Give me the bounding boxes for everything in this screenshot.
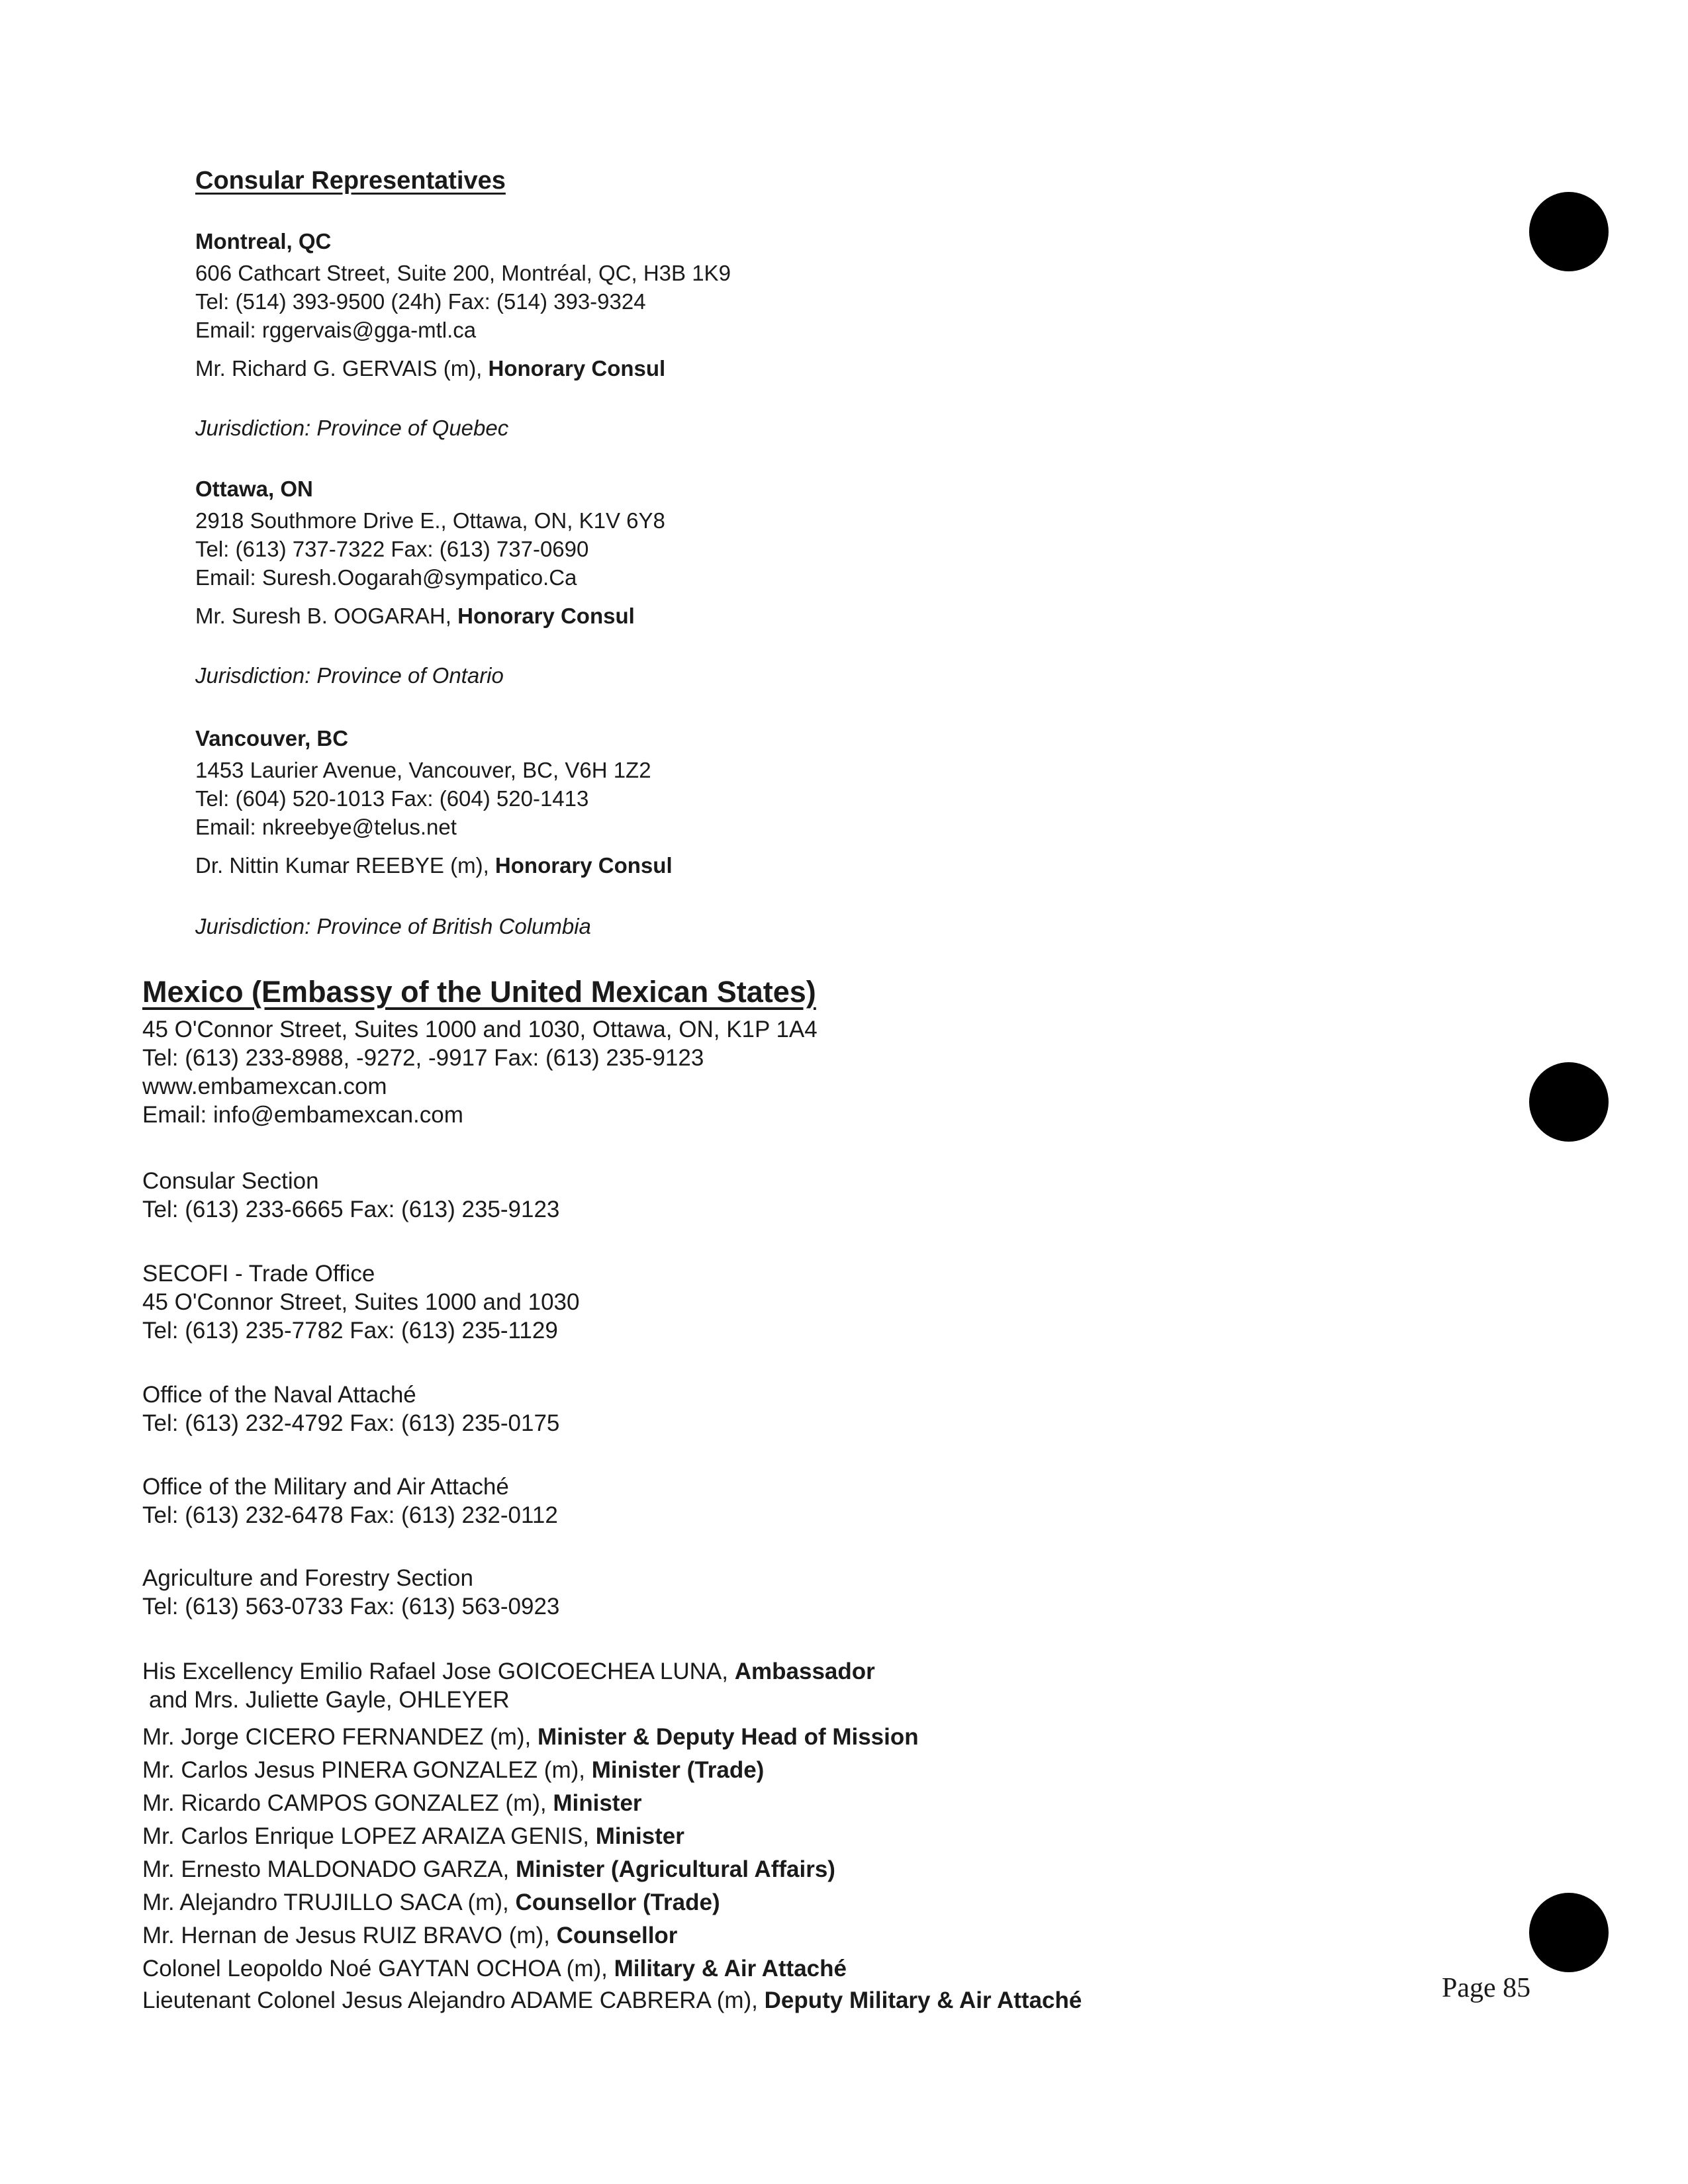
staff-title: Counsellor (Trade) (515, 1889, 720, 1915)
contact-title: Honorary Consul (457, 604, 635, 628)
staff-name: Mr. Ricardo CAMPOS GONZALEZ (m), (142, 1790, 547, 1816)
staff-member (142, 1790, 642, 1817)
section-name: SECOFI - Trade Office (142, 1261, 375, 1287)
office-email: Email: Suresh.Oogarah@sympatico.Ca (195, 565, 577, 590)
embassy-website: www.embamexcan.com (142, 1073, 387, 1099)
staff-title: Minister & Deputy Head of Mission (538, 1724, 919, 1750)
contact-name: Dr. Nittin Kumar REEBYE (m), (195, 853, 489, 878)
staff-member (142, 1987, 1082, 2014)
ambassador-spouse: and Mrs. Juliette Gayle, OHLEYER (149, 1687, 510, 1713)
contact-name: Mr. Richard G. GERVAIS (m), (195, 356, 483, 381)
embassy-email: Email: info@embamexcan.com (142, 1102, 463, 1128)
staff-title: Minister (595, 1823, 684, 1849)
page-number: Page 85 (1442, 1973, 1531, 2003)
punch-hole-top (1529, 192, 1609, 271)
staff-name: Colonel Leopoldo Noé GAYTAN OCHOA (m), (142, 1956, 608, 1981)
staff-member (142, 1823, 684, 1850)
staff-member (142, 1956, 847, 1982)
office-address: 1453 Laurier Avenue, Vancouver, BC, V6H 1Z2 (195, 758, 651, 782)
staff-title: Minister (Trade) (591, 1757, 765, 1783)
embassy-address: 45 O'Connor Street, Suites 1000 and 1030, Ottawa, ON, K1P 1A4 (142, 1017, 818, 1042)
section-line: Tel: (613) 563-0733 Fax: (613) 563-0923 (142, 1594, 560, 1619)
office-tel: Tel: (514) 393-9500 (24h) Fax: (514) 393-9324 (195, 289, 646, 314)
office-jurisdiction: Jurisdiction: Province of British Columbia (195, 914, 591, 938)
section-line: Tel: (613) 235-7782 Fax: (613) 235-1129 (142, 1318, 558, 1343)
section-line: Tel: (613) 232-6478 Fax: (613) 232-0112 (142, 1502, 558, 1528)
office-address: 606 Cathcart Street, Suite 200, Montréal, QC, H3B 1K9 (195, 261, 731, 285)
embassy-heading: Mexico (Embassy of the United Mexican States) (142, 975, 816, 1009)
staff-member (142, 1889, 720, 1916)
office-contact (195, 853, 673, 878)
office-city: Montreal, QC (195, 229, 332, 253)
staff-title: Minister (Agricultural Affairs) (516, 1856, 835, 1882)
section-name: Office of the Naval Attaché (142, 1382, 416, 1408)
office-address: 2918 Southmore Drive E., Ottawa, ON, K1V 6Y8 (195, 508, 665, 533)
staff-name: Mr. Jorge CICERO FERNANDEZ (m), (142, 1724, 532, 1750)
office-jurisdiction: Jurisdiction: Province of Ontario (195, 663, 504, 688)
office-contact (195, 604, 635, 629)
embassy-tel: Tel: (613) 233-8988, -9272, -9917 Fax: (613) 235-9123 (142, 1045, 704, 1071)
office-tel: Tel: (613) 737-7322 Fax: (613) 737-0690 (195, 537, 589, 561)
ambassador-title: Ambassador (734, 1659, 875, 1684)
staff-member (142, 1757, 764, 1784)
staff-name: Mr. Ernesto MALDONADO GARZA, (142, 1856, 510, 1882)
office-jurisdiction: Jurisdiction: Province of Quebec (195, 416, 509, 440)
staff-name: Mr. Carlos Enrique LOPEZ ARAIZA GENIS, (142, 1823, 589, 1849)
staff-member (142, 1856, 835, 1883)
office-city: Vancouver, BC (195, 726, 349, 751)
punch-hole-middle (1529, 1062, 1609, 1142)
staff-title: Deputy Military & Air Attaché (764, 1987, 1082, 2013)
section-line: Tel: (613) 232-4792 Fax: (613) 235-0175 (142, 1410, 560, 1436)
office-city: Ottawa, ON (195, 477, 313, 501)
ambassador-line (142, 1659, 875, 1685)
ambassador-name: His Excellency Emilio Rafael Jose GOICOECHEA LUNA, (142, 1659, 728, 1684)
staff-member (142, 1724, 919, 1751)
office-email: Email: nkreebye@telus.net (195, 815, 457, 839)
office-tel: Tel: (604) 520-1013 Fax: (604) 520-1413 (195, 786, 589, 811)
staff-title: Counsellor (556, 1923, 678, 1948)
staff-title: Military & Air Attaché (614, 1956, 847, 1981)
section-name: Office of the Military and Air Attaché (142, 1474, 509, 1500)
staff-member (142, 1923, 677, 1949)
staff-name: Lieutenant Colonel Jesus Alejandro ADAME CABRERA (m), (142, 1987, 758, 2013)
contact-title: Honorary Consul (488, 356, 666, 381)
section-name: Consular Section (142, 1168, 319, 1194)
contact-title: Honorary Consul (494, 853, 673, 878)
office-email: Email: rggervais@gga-mtl.ca (195, 318, 477, 342)
section-name: Agriculture and Forestry Section (142, 1565, 473, 1591)
consular-heading: Consular Representatives (195, 167, 506, 195)
staff-name: Mr. Hernan de Jesus RUIZ BRAVO (m), (142, 1923, 550, 1948)
section-line: Tel: (613) 233-6665 Fax: (613) 235-9123 (142, 1197, 560, 1222)
punch-hole-bottom (1529, 1893, 1609, 1972)
staff-title: Minister (553, 1790, 642, 1816)
office-contact (195, 356, 665, 381)
staff-name: Mr. Carlos Jesus PINERA GONZALEZ (m), (142, 1757, 585, 1783)
section-line: 45 O'Connor Street, Suites 1000 and 1030 (142, 1289, 580, 1315)
staff-name: Mr. Alejandro TRUJILLO SACA (m), (142, 1889, 509, 1915)
contact-name: Mr. Suresh B. OOGARAH, (195, 604, 451, 628)
